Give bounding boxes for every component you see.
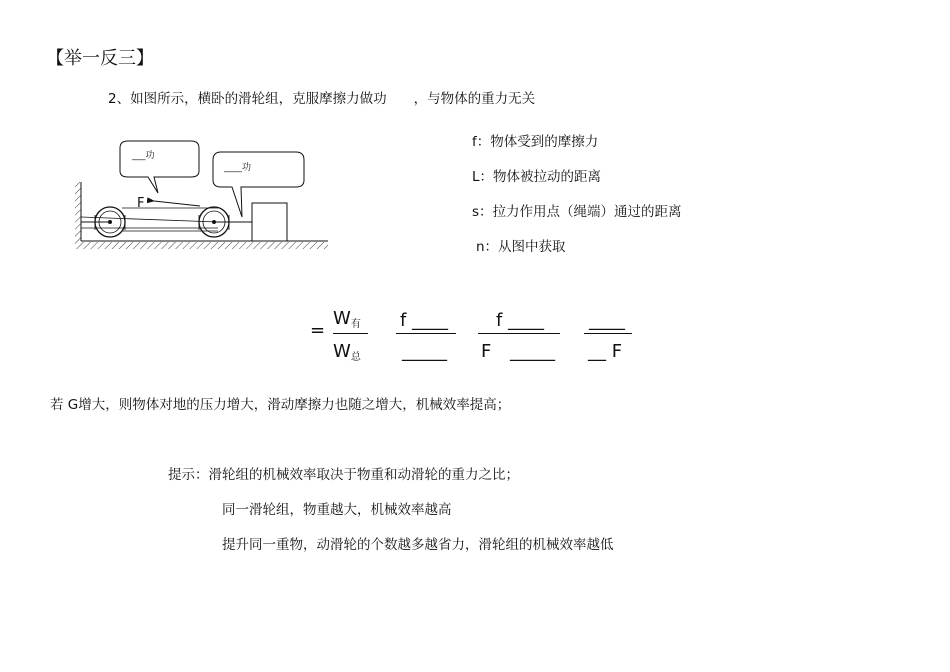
ground-hatch (75, 242, 328, 249)
block-object (252, 203, 287, 241)
fraction3-denominator-f: F (481, 341, 492, 362)
force-arrow (154, 201, 200, 206)
fixed-pulley (81, 207, 125, 237)
definition-n: n：从图中获取 (476, 239, 566, 255)
hint-line-1: 提示：滑轮组的机械效率取决于物重和动滑轮的重力之比； (168, 467, 519, 483)
pulley-diagram (70, 135, 340, 255)
w-total (333, 343, 361, 363)
fraction2-numerator: f ____ (400, 310, 449, 331)
w-useful-letter: W (333, 308, 351, 329)
w-useful-sub: 有 (350, 319, 361, 330)
fraction3-denominator-blank: _____ (510, 341, 555, 362)
fraction4-denominator: __ F (588, 341, 623, 362)
fraction-bar-2 (396, 333, 456, 334)
fraction-bar-4 (584, 333, 632, 334)
w-useful (333, 310, 361, 330)
hint-line-3: 提升同一重物，动滑轮的个数越多越省力，滑轮组的机械效率越低 (222, 537, 614, 553)
w-total-letter: W (333, 341, 351, 362)
section-heading: 【举一反三】 (46, 48, 154, 69)
force-label: F (137, 196, 145, 211)
bubble-right-text: ____功 (224, 163, 252, 173)
movable-pulley (199, 207, 252, 237)
definition-f: f：物体受到的摩擦力 (472, 134, 599, 150)
definition-s: s：拉力作用点（绳端）通过的距离 (472, 204, 682, 220)
conclusion-text: 若 G增大，则物体对地的压力增大，滑动摩擦力也随之增大，机械效率提高； (50, 397, 511, 413)
hint-line-2: 同一滑轮组，物重越大，机械效率越高 (222, 502, 452, 518)
fraction3-numerator: f ____ (496, 310, 545, 331)
formula-equals: = (310, 320, 326, 341)
wall-hatch (75, 182, 81, 242)
definition-l: L：物体被拉动的距离 (472, 169, 602, 185)
speech-bubble-left (120, 141, 199, 193)
question-text: 2、如图所示，横卧的滑轮组，克服摩擦力做功 ，与物体的重力无关 (108, 91, 536, 107)
w-total-sub: 总 (350, 352, 361, 363)
bubble-left-text: ___功 (132, 151, 155, 161)
fraction-bar-1 (333, 333, 368, 334)
fraction4-numerator: ____ (589, 310, 625, 331)
fraction-bar-3 (478, 333, 560, 334)
fraction2-denominator: _____ (402, 341, 447, 362)
